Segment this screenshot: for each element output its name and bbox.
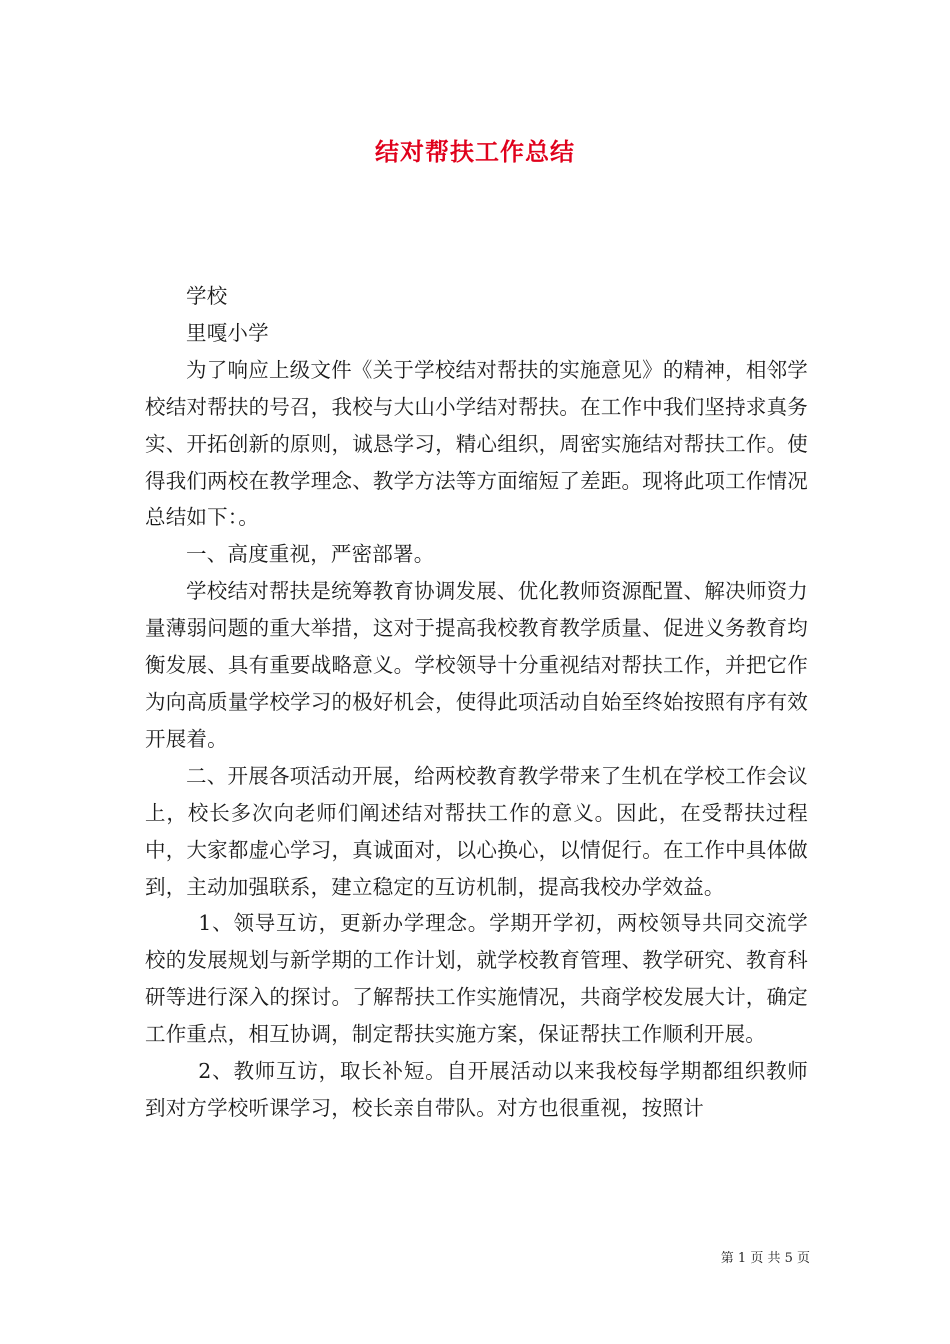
paragraph-intro: 为了响应上级文件《关于学校结对帮扶的实施意见》的精神，相邻学校结对帮扶的号召，我校与大山小学结对帮扶。在工作中我们坚持求真务实、开拓创新的原则，诚恳学习，精心组织，周密实施结对帮扶工作。使得我们两校在教学理念、教学方法等方面缩短了差距。现将此项工作情况总结如下：。 [145,357,808,530]
section-heading-one: 一、高度重视，严密部署。 [186,542,435,567]
document-title: 结对帮扶工作总结 [375,137,575,166]
paragraph-item-two: 2、教师互访，取长补短。自开展活动以来我校每学期都组织教师到对方学校听课学习，校长亲自带队。对方也很重视，按照计 [145,1059,808,1120]
page-number: 第 1 页 共 5 页 [720,1251,810,1266]
paragraph-item-one: 1、领导互访，更新办学理念。学期开学初，两校领导共同交流学校的发展规划与新学期的工作计划，就学校教育管理、教学研究、教育科研等进行深入的探讨。了解帮扶工作实施情况，共商学校发展大计，确定工作重点，相互协调，制定帮扶实施方案，保证帮扶工作顺利开展。 [145,911,808,1047]
paragraph-school-name: 里嘎小学 [186,320,269,345]
paragraph-school-label: 学校 [186,284,228,308]
paragraph-section-one: 学校结对帮扶是统筹教育协调发展、优化教师资源配置、解决师资力量薄弱问题的重大举措，这对于提高我校教育教学质量、促进义务教育均衡发展、具有重要战略意义。学校领导十分重视结对帮扶工作，并把它作为向高质量学校学习的极好机会，使得此项活动自始至终始按照有序有效开展着。 [145,579,808,751]
document-body [145,278,808,1127]
paragraph-section-two: 二、开展各项活动开展，给两校教育教学带来了生机在学校工作会议上，校长多次向老师们阐述结对帮扶工作的意义。因此，在受帮扶过程中，大家都虚心学习，真诚面对，以心换心，以情促行。在工作中具体做到，主动加强联系，建立稳定的互访机制，提高我校办学效益。 [145,763,808,899]
